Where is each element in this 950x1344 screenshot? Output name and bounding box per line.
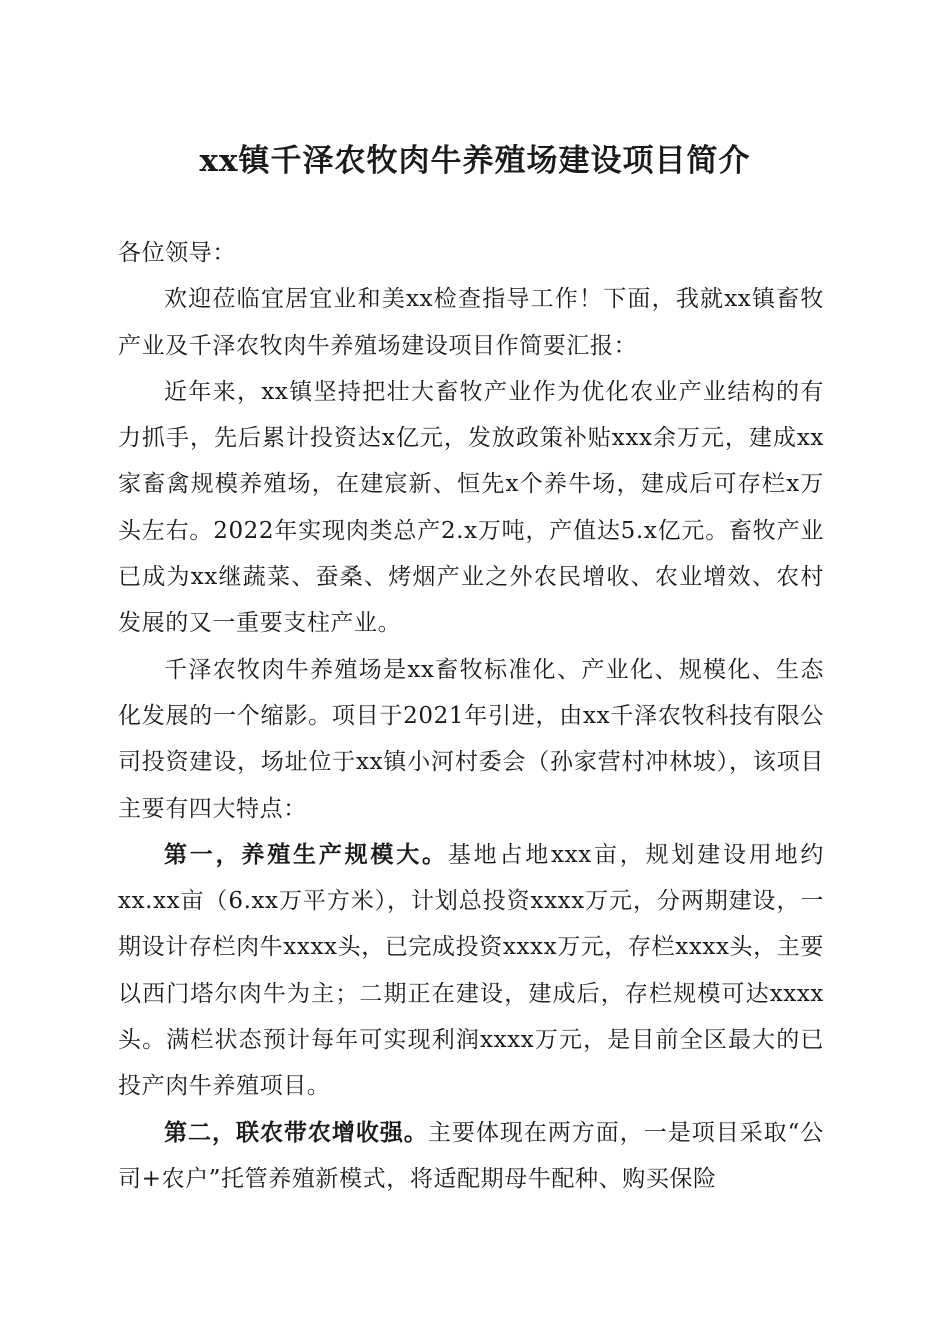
paragraph-project-intro: [118, 647, 824, 832]
paragraph-industry-overview: [118, 369, 824, 647]
document-title: xx镇千泽农牧肉牛养殖场建设项目简介: [199, 143, 751, 179]
paragraph-welcome: [118, 276, 824, 369]
paragraph-feature-2: [118, 1110, 824, 1203]
document-body: [118, 230, 824, 1202]
paragraph-lead: 第二，联农带农增收强。: [164, 1118, 428, 1146]
paragraph-text: 主要体现在两方面，一是项目采取“公司+农户”托管养殖新模式，将适配期母牛配种、购买保险: [118, 1119, 824, 1192]
paragraph-text: 近年来，xx镇坚持把壮大畜牧产业作为优化农业产业结构的有力抓手，先后累计投资达x亿元，发放政策补贴xxx余万元，建成xx家畜禽规模养殖场，在建宸新、恒先x个养牛场，建成后可存栏x万头左右。2022年实现肉类总产2.x万吨，产值达5.x亿元。畜牧产业已成为xx继蔬菜、蚕桑、烤烟产业之外农民增收、农业增效、农村发展的又一重要支柱产业。: [118, 378, 824, 637]
salutation: 各位领导：: [118, 240, 236, 266]
paragraph-text: 基地占地xxx亩，规划建设用地约xx.xx亩（6.xx万平方米），计划总投资xxxx万元，分两期建设，一期设计存栏肉牛xxxx头，已完成投资xxxx万元，存栏xxxx头，主要以西门塔尔肉牛为主；二期正在建设，建成后，存栏规模可达xxxx头。满栏状态预计每年可实现利润xxxx万元，是目前全区最大的已投产肉牛养殖项目。: [118, 841, 824, 1100]
paragraph-feature-1: [118, 832, 824, 1110]
paragraph-text: 千泽农牧肉牛养殖场是xx畜牧标准化、产业化、规模化、生态化发展的一个缩影。项目于2021年引进，由xx千泽农牧科技有限公司投资建设，场址位于xx镇小河村委会（孙家营村冲林坡），该项目主要有四大特点：: [118, 656, 824, 822]
paragraph-lead: 第一，养殖生产规模大。: [164, 840, 448, 868]
paragraph-text: 欢迎莅临宜居宜业和美xx检查指导工作！下面，我就xx镇畜牧产业及千泽农牧肉牛养殖场建设项目作简要汇报：: [118, 286, 824, 359]
